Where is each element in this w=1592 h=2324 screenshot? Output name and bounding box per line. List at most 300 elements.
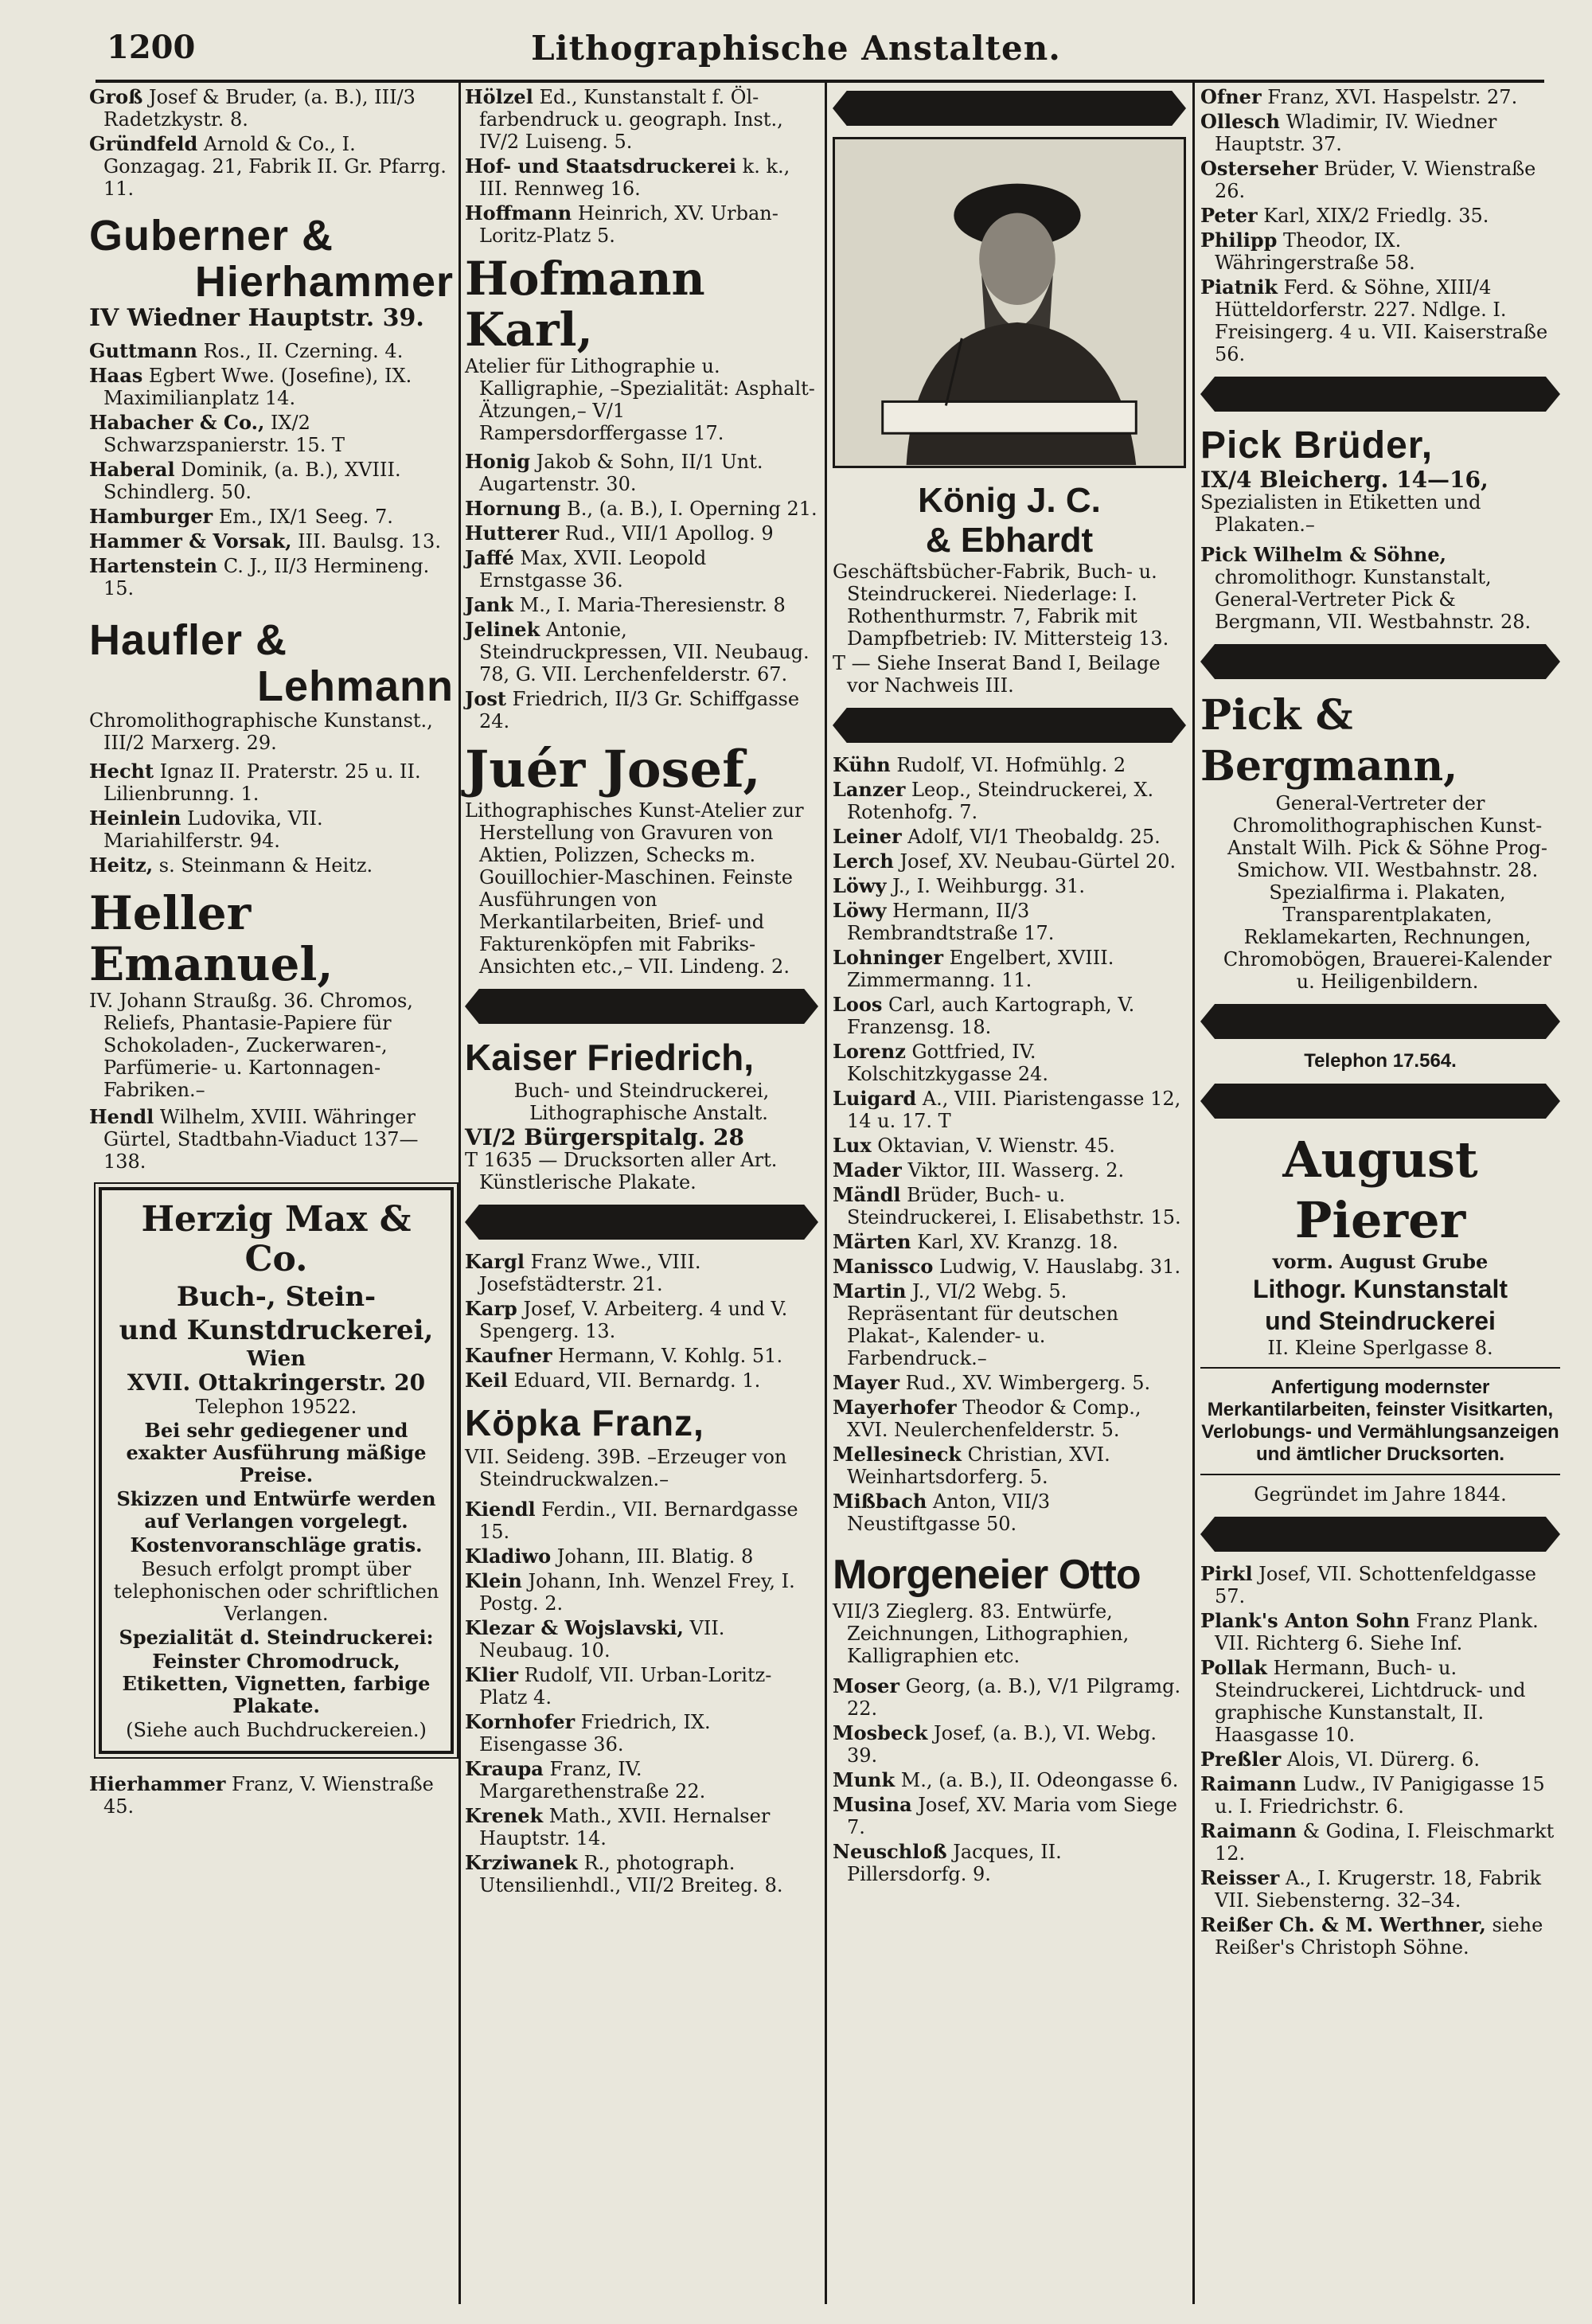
entry-name: Musina	[833, 1793, 912, 1816]
list-item	[833, 1794, 1186, 1838]
list-item	[833, 947, 1186, 991]
entry-name: Martin	[833, 1279, 907, 1303]
entry-name: Karp	[465, 1297, 517, 1320]
entry-name: Jank	[465, 593, 513, 616]
entry-name: Munk	[833, 1768, 896, 1791]
entry-text: Hermann, II/3 Rembrandtstraße 17.	[847, 900, 1055, 944]
ad-text: T — Siehe Inserat Band I, Beilage vor Nachweis III.	[833, 652, 1161, 697]
list-item	[89, 412, 454, 456]
ad-title: Juér Josef,	[465, 740, 761, 799]
entry-text: Hermann, V. Kohlg. 51.	[552, 1345, 783, 1367]
entry-text: Em., IX/1 Seeg. 7.	[213, 506, 393, 528]
entry-text: Johann, Inh. Wenzel Frey, I. Postg. 2.	[479, 1570, 795, 1615]
entry-name: Kiendl	[465, 1498, 536, 1521]
entry-text: Ignaz II. Praterstr. 25 u. II. Lilienbrunng. 1.	[103, 760, 421, 805]
divider-bar	[833, 708, 1186, 743]
entry-text: Rud., XV. Wimbergerg. 5.	[899, 1372, 1151, 1394]
entry-text: Gottfried, IV. Kolschitzkygasse 24.	[847, 1041, 1048, 1085]
entry-text: Franz, XVI. Haspelstr. 27.	[1261, 86, 1518, 108]
ad-text: IV. Johann Straußg. 36. Chromos, Reliefs, Phantasie-Papiere für Schokoladen-, Zuckerwaren-, Parfümerie- u. Kartonnagen-Fabriken.–	[89, 990, 413, 1101]
entry-name: Habacher & Co.,	[89, 411, 265, 434]
entry-name: Pollak	[1200, 1656, 1267, 1679]
entry-text: Jakob & Sohn, II/1 Unt. Augartenstr. 30.	[479, 451, 763, 495]
list-item	[465, 1251, 818, 1295]
list-item	[1200, 86, 1560, 108]
entry-name: Kaufner	[465, 1344, 552, 1367]
entry-name: Pirkl	[1200, 1562, 1253, 1585]
ad-line: Buch-, Stein-	[176, 1281, 377, 1313]
column-1	[89, 86, 454, 1820]
entry-name: Löwy	[833, 874, 887, 897]
list-item	[833, 1041, 1186, 1085]
entry-text: Georg, (a. B.), V/1 Pilgramg. 22.	[847, 1675, 1181, 1720]
entry-text: B., (a. B.), I. Operning 21.	[560, 498, 817, 520]
list-item	[465, 498, 818, 520]
entry-name: Krenek	[465, 1804, 544, 1827]
list-item	[89, 365, 454, 409]
list-item	[89, 340, 454, 362]
entry-name: Raimann	[1200, 1819, 1297, 1842]
engraved-portrait-image	[833, 137, 1186, 468]
ad-title: Kaiser Friedrich,	[465, 1037, 755, 1078]
ad-line: Besuch erfolgt prompt über telephonischen oder schriftlichen Verlangen.	[113, 1558, 439, 1625]
ad-title: Lehmann	[256, 662, 454, 710]
entry-name: Gründfeld	[89, 132, 198, 155]
entry-name: Kargl	[465, 1250, 525, 1273]
entry-name: Haberal	[89, 458, 175, 481]
ad-guberner	[89, 213, 454, 332]
entry-name: Hornung	[465, 497, 561, 520]
divider-bar	[1200, 1084, 1560, 1119]
list-item	[89, 760, 454, 805]
ad-line: und Steindruckerei	[1265, 1307, 1496, 1335]
ad-text: VII. Seideng. 39B. –Erzeuger von Steindruckwalzen.–	[465, 1446, 787, 1490]
entry-text: Ros., II. Czerning. 4.	[197, 340, 404, 362]
entry-text: Brüder, Buch- u. Steindruckerei, I. Elisabethstr. 15.	[847, 1184, 1181, 1228]
entry-name: Mellesineck	[833, 1443, 962, 1466]
entry-text: Franz Wwe., VIII. Josefstädterstr. 21.	[479, 1251, 701, 1295]
entry-text: Carl, auch Kartograph, V. Franzensg. 18.	[847, 994, 1135, 1038]
ad-text: Buch- und Steindruckerei, Lithographische Anstalt.	[513, 1080, 770, 1124]
entry-name: Piatnik	[1200, 275, 1278, 299]
entry-text: M., (a. B.), II. Odeongasse 6.	[895, 1769, 1179, 1791]
list-item: Hierhammer Franz, V. Wienstraße 45.	[89, 1772, 434, 1818]
entry-name: Hutterer	[465, 521, 560, 545]
entry-text: Theodor, IX. Währingerstraße 58.	[1215, 229, 1415, 274]
list-item	[1200, 158, 1560, 202]
list-item	[89, 133, 454, 200]
entry-name: Krziwanek	[465, 1851, 578, 1874]
list-item	[833, 1675, 1186, 1720]
entry-text: Rudolf, VI. Hofmühlg. 2	[890, 754, 1126, 776]
ad-title: Pick & Bergmann,	[1200, 691, 1458, 791]
ad-koepka	[465, 1400, 818, 1490]
ad-herzig	[99, 1187, 454, 1754]
ad-text: VII/3 Zieglerg. 83. Entwürfe, Zeichnungen, Lithographien, Kalligraphien etc.	[833, 1600, 1130, 1667]
entry-text: Rudolf, VII. Urban-Loritz-Platz 4.	[479, 1664, 772, 1709]
entry-text: Johann, III. Blatig. 8	[551, 1545, 754, 1568]
entry-name: Hammer & Vorsak,	[89, 529, 292, 553]
list-item	[465, 1298, 818, 1342]
list-item	[833, 1135, 1186, 1157]
list-item	[833, 1490, 1186, 1535]
entry-text: siehe Reißer's Christoph Söhne.	[1215, 1914, 1543, 1959]
entry-text: A., VIII. Piaristengasse 12, 14 u. 17. T	[847, 1088, 1181, 1132]
list-item	[465, 451, 818, 495]
ad-koenig	[833, 481, 1186, 697]
list-item	[1200, 1914, 1560, 1959]
list-item	[89, 506, 454, 528]
entry-text: Friedrich, II/3 Gr. Schiffgasse 24.	[479, 688, 800, 732]
entry-name: Ofner	[1200, 85, 1262, 108]
entry-text: Alois, VI. Dürerg. 6.	[1281, 1748, 1481, 1771]
ad-line: Kostenvoranschläge gratis.	[130, 1533, 423, 1556]
ad-line: Gegründet im Jahre 1844.	[1254, 1483, 1507, 1506]
list-item	[833, 754, 1186, 776]
ad-line: Lithogr. Kunstanstalt	[1253, 1275, 1508, 1303]
ad-haufler	[89, 617, 454, 754]
entry-name: Lanzer	[833, 778, 906, 801]
entry-name: Kladiwo	[465, 1545, 552, 1568]
entry-name: Hoffmann	[465, 201, 572, 225]
ad-pick-bergmann	[1200, 690, 1560, 993]
column-2	[465, 86, 818, 1899]
list-item	[1200, 1610, 1560, 1654]
ad-line: vorm. August Grube	[1272, 1250, 1489, 1273]
list-item	[1200, 276, 1560, 365]
entry-text: M., I. Maria-Theresienstr. 8	[513, 594, 786, 616]
list-item	[1200, 1773, 1560, 1818]
ad-line: Bei sehr gediegener und exakter Ausführung mäßige Preise.	[126, 1419, 427, 1486]
list-item	[465, 1805, 818, 1849]
entry-name: Heinlein	[89, 807, 181, 830]
column-4	[1200, 86, 1560, 1961]
column-divider	[1192, 83, 1195, 2304]
entry-name: Heitz,	[89, 853, 154, 877]
column-3	[833, 86, 1186, 1888]
ad-line: Feinster Chromodruck, Etiketten, Vignetten, farbige Plakate.	[122, 1650, 431, 1717]
entry-text: Ferdin., VII. Bernardgasse 15.	[479, 1498, 798, 1543]
entry-text: Josef, XV. Neubau-Gürtel 20.	[893, 850, 1176, 873]
entry-text: Franz, IV. Margarethenstraße 22.	[479, 1758, 706, 1803]
entry-name: Loos	[833, 993, 883, 1016]
entry-name: Mändl	[833, 1183, 901, 1206]
entry-text: A., I. Krugerstr. 18, Fabrik VII. Siebensterng. 32–34.	[1215, 1867, 1542, 1912]
ad-address: IV Wiedner Hauptstr. 39.	[89, 304, 424, 332]
entry-text: Josef, (a. B.), VI. Webg. 39.	[847, 1722, 1157, 1767]
column-divider	[458, 83, 461, 2304]
list-item	[89, 807, 454, 852]
list-item	[465, 1345, 818, 1367]
divider-bar	[1200, 377, 1560, 412]
entry-text: VII. Neubaug. 10.	[479, 1617, 725, 1662]
divider-bar	[1200, 644, 1560, 679]
ad-text: T 1635 — Drucksorten aller Art. Künstlerische Plakate.	[465, 1149, 778, 1193]
ad-text: Chromolithographische Kunstanst., III/2 Marxerg. 29.	[89, 709, 433, 754]
ad-title: & Ebhardt	[925, 521, 1094, 560]
list-item	[833, 900, 1186, 944]
entry-name: Reißer Ch. & M. Werthner,	[1200, 1913, 1486, 1936]
entry-name: Luigard	[833, 1087, 917, 1110]
ad-title: Morgeneier Otto	[833, 1552, 1141, 1598]
entry-name: Mißbach	[833, 1490, 927, 1513]
header-rule	[96, 80, 1544, 83]
entry-text: Theodor & Comp., XVI. Neulerchenfelderstr. 5.	[847, 1396, 1141, 1441]
list-item	[833, 1280, 1186, 1369]
entry-name: Mader	[833, 1158, 902, 1182]
entry-text: Christian, XVI. Weinhartsdorferg. 5.	[847, 1443, 1110, 1488]
list-item	[89, 854, 454, 877]
entry-text: Josef, VII. Schottenfeldgasse 57.	[1215, 1563, 1536, 1607]
list-item	[833, 994, 1186, 1038]
ad-text: Atelier für Lithographie u. Kalligraphie, –Spezialität: Asphalt-Ätzungen,– V/1 Rampersdorffergasse 17.	[465, 355, 815, 444]
column-divider	[825, 83, 827, 2304]
entry-name: Groß	[89, 85, 143, 108]
ad-title: Heller Emanuel,	[89, 886, 334, 991]
list-item	[833, 1184, 1186, 1228]
ad-title: Pick Brüder,	[1200, 424, 1434, 467]
entry-name: Honig	[465, 450, 531, 473]
entry-name: Märten	[833, 1230, 911, 1253]
list-item	[465, 1758, 818, 1803]
entry-text: Jacques, II. Pillersdorfg. 9.	[847, 1841, 1062, 1885]
entry-text: Wladimir, IV. Wiedner Hauptstr. 37.	[1215, 111, 1497, 155]
entry-name: Hamburger	[89, 505, 213, 528]
entry-text: Oktavian, V. Wienstr. 45.	[871, 1135, 1115, 1157]
ad-address: VI/2 Bürgerspitalg. 28	[465, 1124, 744, 1150]
ad-heller	[89, 888, 454, 1101]
entry-name: Klezar & Wojslavski,	[465, 1616, 684, 1639]
entry-text: s. Steinmann & Heitz.	[153, 854, 373, 877]
entry-text: Ludwig, V. Hauslabg. 31.	[933, 1256, 1181, 1278]
entry-text: Ludovika, VII. Mariahilferstr. 94.	[103, 807, 323, 852]
list-item	[833, 1256, 1186, 1278]
list-item	[465, 522, 818, 545]
entry-text: Anton, VII/3 Neustiftgasse 50.	[847, 1490, 1051, 1535]
entry-name: Kraupa	[465, 1757, 544, 1780]
entry-name: Hecht	[89, 760, 154, 783]
list-item	[465, 1369, 818, 1392]
list-item	[1200, 205, 1560, 227]
entry-name: Peter	[1200, 204, 1258, 227]
entry-name: Manissco	[833, 1255, 934, 1278]
list-item	[833, 1159, 1186, 1182]
entry-text: C. J., II/3 Hermineng. 15.	[103, 555, 430, 600]
list-item	[465, 594, 818, 616]
entry-text: Viktor, III. Wasserg. 2.	[901, 1159, 1125, 1182]
list-item	[1200, 1563, 1560, 1607]
entry-name: Hof- und Staatsdruckerei	[465, 154, 737, 178]
entry-name: Haas	[89, 364, 143, 387]
ad-kaiser	[465, 1035, 818, 1193]
entry-name: Plank's Anton Sohn	[1200, 1609, 1411, 1632]
list-item	[1200, 1748, 1560, 1771]
entry-name: Moser	[833, 1674, 899, 1697]
list-item	[89, 86, 454, 131]
entry-name: Guttmann	[89, 339, 197, 362]
entry-name: Lorenz	[833, 1040, 906, 1063]
list-item	[833, 1722, 1186, 1767]
ad-morgeneier	[833, 1549, 1186, 1667]
list-item	[465, 86, 818, 153]
entry-name: Jost	[465, 687, 506, 710]
ad-line: und Kunstdruckerei,	[119, 1314, 434, 1346]
entry-text: Franz Plank. VII. Richterg 6. Siehe Inf.	[1215, 1610, 1539, 1654]
divider-bar	[1200, 1517, 1560, 1552]
list-item: Hendl Wilhelm, XVIII. Währinger Gürtel, Stadtbahn-Viaduct 137—138.	[89, 1105, 419, 1173]
list-item	[465, 1852, 818, 1896]
ad-text: Lithographisches Kunst-Atelier zur Herstellung von Gravuren von Aktien, Polizzen, Schecks m. Gouillochier-Maschinen. Feinste Ausführungen von Merkantilarbeiten, Brief- und Fakturenköpfen mit Fabriks-Ansichten etc.,– VII. Lindeng. 2.	[465, 799, 804, 978]
entry-text: Max, XVII. Leopold Ernstgasse 36.	[479, 547, 707, 592]
entry-name: Mayerhofer	[833, 1396, 957, 1419]
ad-address: IX/4 Bleicherg. 14—16,	[1200, 467, 1489, 493]
list-item	[833, 875, 1186, 897]
ad-text: Anfertigung modernster Merkantilarbeiten, feinster Visitkarten, Verlobungs- und Vermählungsanzeigen und ämtlicher Drucksorten.	[1201, 1377, 1559, 1465]
entry-name: Jelinek	[465, 618, 540, 641]
ad-hofmann	[465, 253, 818, 444]
list-item	[1200, 1820, 1560, 1865]
entry-name: Raimann	[1200, 1772, 1297, 1795]
ad-title: August Pierer	[1282, 1131, 1478, 1249]
entry-name: Lux	[833, 1134, 872, 1157]
ad-text: General-Vertreter der Chromolithographischen Kunst-Anstalt Wilh. Pick & Söhne Prog-Smichow. VII. Westbahnstr. 28. Spezialfirma i. Plakaten, Transparentplakaten, Reklamekarten, Rechnungen, Chromobögen, Brauerei-Kalender u. Heiligenbildern.	[1223, 792, 1552, 993]
divider-bar	[465, 989, 818, 1024]
entry-text: Ed., Kunstanstalt f. Öl-farbendruck u. geograph. Inst., IV/2 Luiseng. 5.	[479, 86, 783, 153]
list-item	[465, 619, 818, 685]
entry-text: Eduard, VII. Bernardg. 1.	[507, 1369, 761, 1392]
ad-title: Herzig Max & Co.	[141, 1199, 412, 1279]
list-item	[1200, 111, 1560, 155]
entry-name: Ollesch	[1200, 110, 1280, 133]
ad-line: (Siehe auch Buchdruckereien.)	[126, 1719, 427, 1741]
entry-text: J., I. Weihburgg. 31.	[886, 875, 1086, 897]
list-item	[465, 1545, 818, 1568]
list-item: Pick Wilhelm & Söhne, chromolithogr. Kunstanstalt, General-Vertreter Pick & Bergmann, VII. Westbahnstr. 28.	[1200, 543, 1532, 633]
entry-name: Kornhofer	[465, 1710, 576, 1733]
entry-text: Egbert Wwe. (Josefine), IX. Maximilianplatz 14.	[103, 365, 412, 409]
page-number: 1200	[107, 29, 196, 66]
entry-name: Reisser	[1200, 1866, 1280, 1889]
entry-name: Jaffé	[465, 546, 514, 569]
entry-text: Arnold & Co., I. Gonzagag. 21, Fabrik II. Gr. Pfarrg. 11.	[103, 133, 447, 200]
entry-text: Adolf, VI/1 Theobaldg. 25.	[901, 826, 1161, 848]
list-item	[465, 1498, 818, 1543]
list-item	[89, 530, 454, 553]
entry-text: Karl, XV. Kranzg. 18.	[911, 1231, 1118, 1253]
entry-text: Ludw., IV Panigigasse 15 u. I. Friedrichstr. 6.	[1215, 1773, 1545, 1818]
entry-text: k. k., III. Rennweg 16.	[479, 155, 790, 200]
entry-name: Lerch	[833, 850, 894, 873]
entry-text: Josef, V. Arbeiterg. 4 und V. Spengerg. 13.	[479, 1298, 788, 1342]
ad-phone: Telephon 17.564.	[1304, 1050, 1457, 1072]
entry-text: Ferd. & Söhne, XIII/4 Hütteldorferstr. 227. Ndlge. I. Freisingerg. 4 u. VII. Kaiserstraße 56.	[1215, 276, 1548, 365]
entry-text: Josef, XV. Maria vom Siege 7.	[847, 1794, 1177, 1838]
ad-text: Geschäftsbücher-Fabrik, Buch- u. Steindruckerei. Niederlage: I. Rothenthurmstr. 7, Fabrik mit Dampfbetrieb: IV. Mittersteig 13.	[833, 560, 1169, 650]
entry-name: Löwy	[833, 899, 887, 922]
ad-title: König J. C.	[918, 481, 1101, 520]
ad-pierer	[1200, 1050, 1560, 1506]
ad-address: II. Kleine Sperlgasse 8.	[1267, 1337, 1493, 1359]
list-item	[1200, 229, 1560, 274]
entry-text: & Godina, I. Fleischmarkt 12.	[1215, 1820, 1555, 1865]
entry-name: Keil	[465, 1369, 508, 1392]
portrait-icon	[835, 139, 1184, 466]
list-item	[89, 555, 454, 600]
entry-text: Leop., Steindruckerei, X. Rotenhofg. 7.	[847, 779, 1154, 823]
entry-name: Lohninger	[833, 946, 944, 969]
list-item	[1200, 1657, 1560, 1746]
list-item	[465, 1664, 818, 1709]
list-item	[833, 826, 1186, 848]
entry-text: III. Baulsg. 13.	[291, 530, 441, 553]
entry-name: Mosbeck	[833, 1721, 928, 1744]
entry-name: Leiner	[833, 825, 902, 848]
entry-name: Klier	[465, 1663, 519, 1686]
ad-text: Spezialisten in Etiketten und Plakaten.–	[1200, 491, 1481, 536]
ad-phone: Telephon 19522.	[195, 1396, 357, 1418]
entry-text: Engelbert, XVIII. Zimmermanng. 11.	[847, 947, 1114, 991]
list-item	[833, 1769, 1186, 1791]
ad-title: Hierhammer	[194, 258, 454, 306]
divider-bar	[833, 91, 1186, 126]
ad-line: Wien	[246, 1347, 306, 1371]
divider-bar	[465, 1205, 818, 1240]
entry-text: Math., XVII. Hernalser Hauptstr. 14.	[479, 1805, 771, 1849]
list-item	[833, 1372, 1186, 1394]
list-item	[465, 1570, 818, 1615]
ad-pick-brueder	[1200, 423, 1560, 536]
list-item	[1200, 1867, 1560, 1912]
entry-text: Josef & Bruder, (a. B.), III/3 Radetzkystr. 8.	[103, 86, 416, 131]
ad-line: Spezialität d. Steindruckerei:	[119, 1626, 434, 1649]
list-item	[833, 1841, 1186, 1885]
list-item	[833, 779, 1186, 823]
ad-title: Guberner &	[89, 212, 334, 260]
entry-name: Kühn	[833, 753, 891, 776]
list-item	[465, 1617, 818, 1662]
entry-name: Klein	[465, 1569, 522, 1592]
ad-title: Hofmann Karl,	[465, 252, 705, 357]
list-item	[89, 459, 454, 503]
entry-text: Heinrich, XV. Urban-Loritz-Platz 5.	[479, 202, 778, 247]
entry-text: R., photograph. Utensilienhdl., VII/2 Breiteg. 8.	[479, 1852, 783, 1896]
ad-title: Köpka Franz,	[465, 1402, 704, 1443]
ad-juer	[465, 740, 818, 978]
entry-name: Mayer	[833, 1371, 899, 1394]
ad-address: XVII. Ottakringerstr. 20	[127, 1369, 426, 1396]
list-item	[465, 155, 818, 200]
entry-name: Hölzel	[465, 85, 533, 108]
entry-name: Osterseher	[1200, 157, 1318, 180]
entry-text: Brüder, V. Wienstraße 26.	[1215, 158, 1536, 202]
entry-text: Karl, XIX/2 Friedlg. 35.	[1257, 205, 1489, 227]
entry-text: Friedrich, IX. Eisengasse 36.	[479, 1711, 711, 1756]
entry-text: Rud., VII/1 Apollog. 9	[559, 522, 774, 545]
entry-text: J., VI/2 Webg. 5. Repräsentant für deutschen Plakat-, Kalender- u. Farbendruck.–	[847, 1280, 1119, 1369]
entry-text: Dominik, (a. B.), XVIII. Schindlerg. 50.	[103, 459, 401, 503]
entry-text: IX/2 Schwarzspanierstr. 15. T	[103, 412, 345, 456]
entry-text: Antonie, Steindruckpressen, VII. Neubaug. 78, G. VII. Lerchenfelderstr. 67.	[479, 619, 810, 685]
list-item	[465, 547, 818, 592]
list-item	[833, 1231, 1186, 1253]
list-item	[465, 688, 818, 732]
ad-title: Haufler &	[89, 616, 288, 664]
page-title: Lithographische Anstalten.	[531, 29, 1061, 68]
entry-text: Hermann, Buch- u. Steindruckerei, Lichtdruck- und graphische Kunstanstalt, II. Haasgasse 10.	[1215, 1657, 1526, 1746]
entry-name: Neuschloß	[833, 1840, 947, 1863]
entry-name: Preßler	[1200, 1748, 1282, 1771]
entry-name: Hartenstein	[89, 554, 218, 577]
